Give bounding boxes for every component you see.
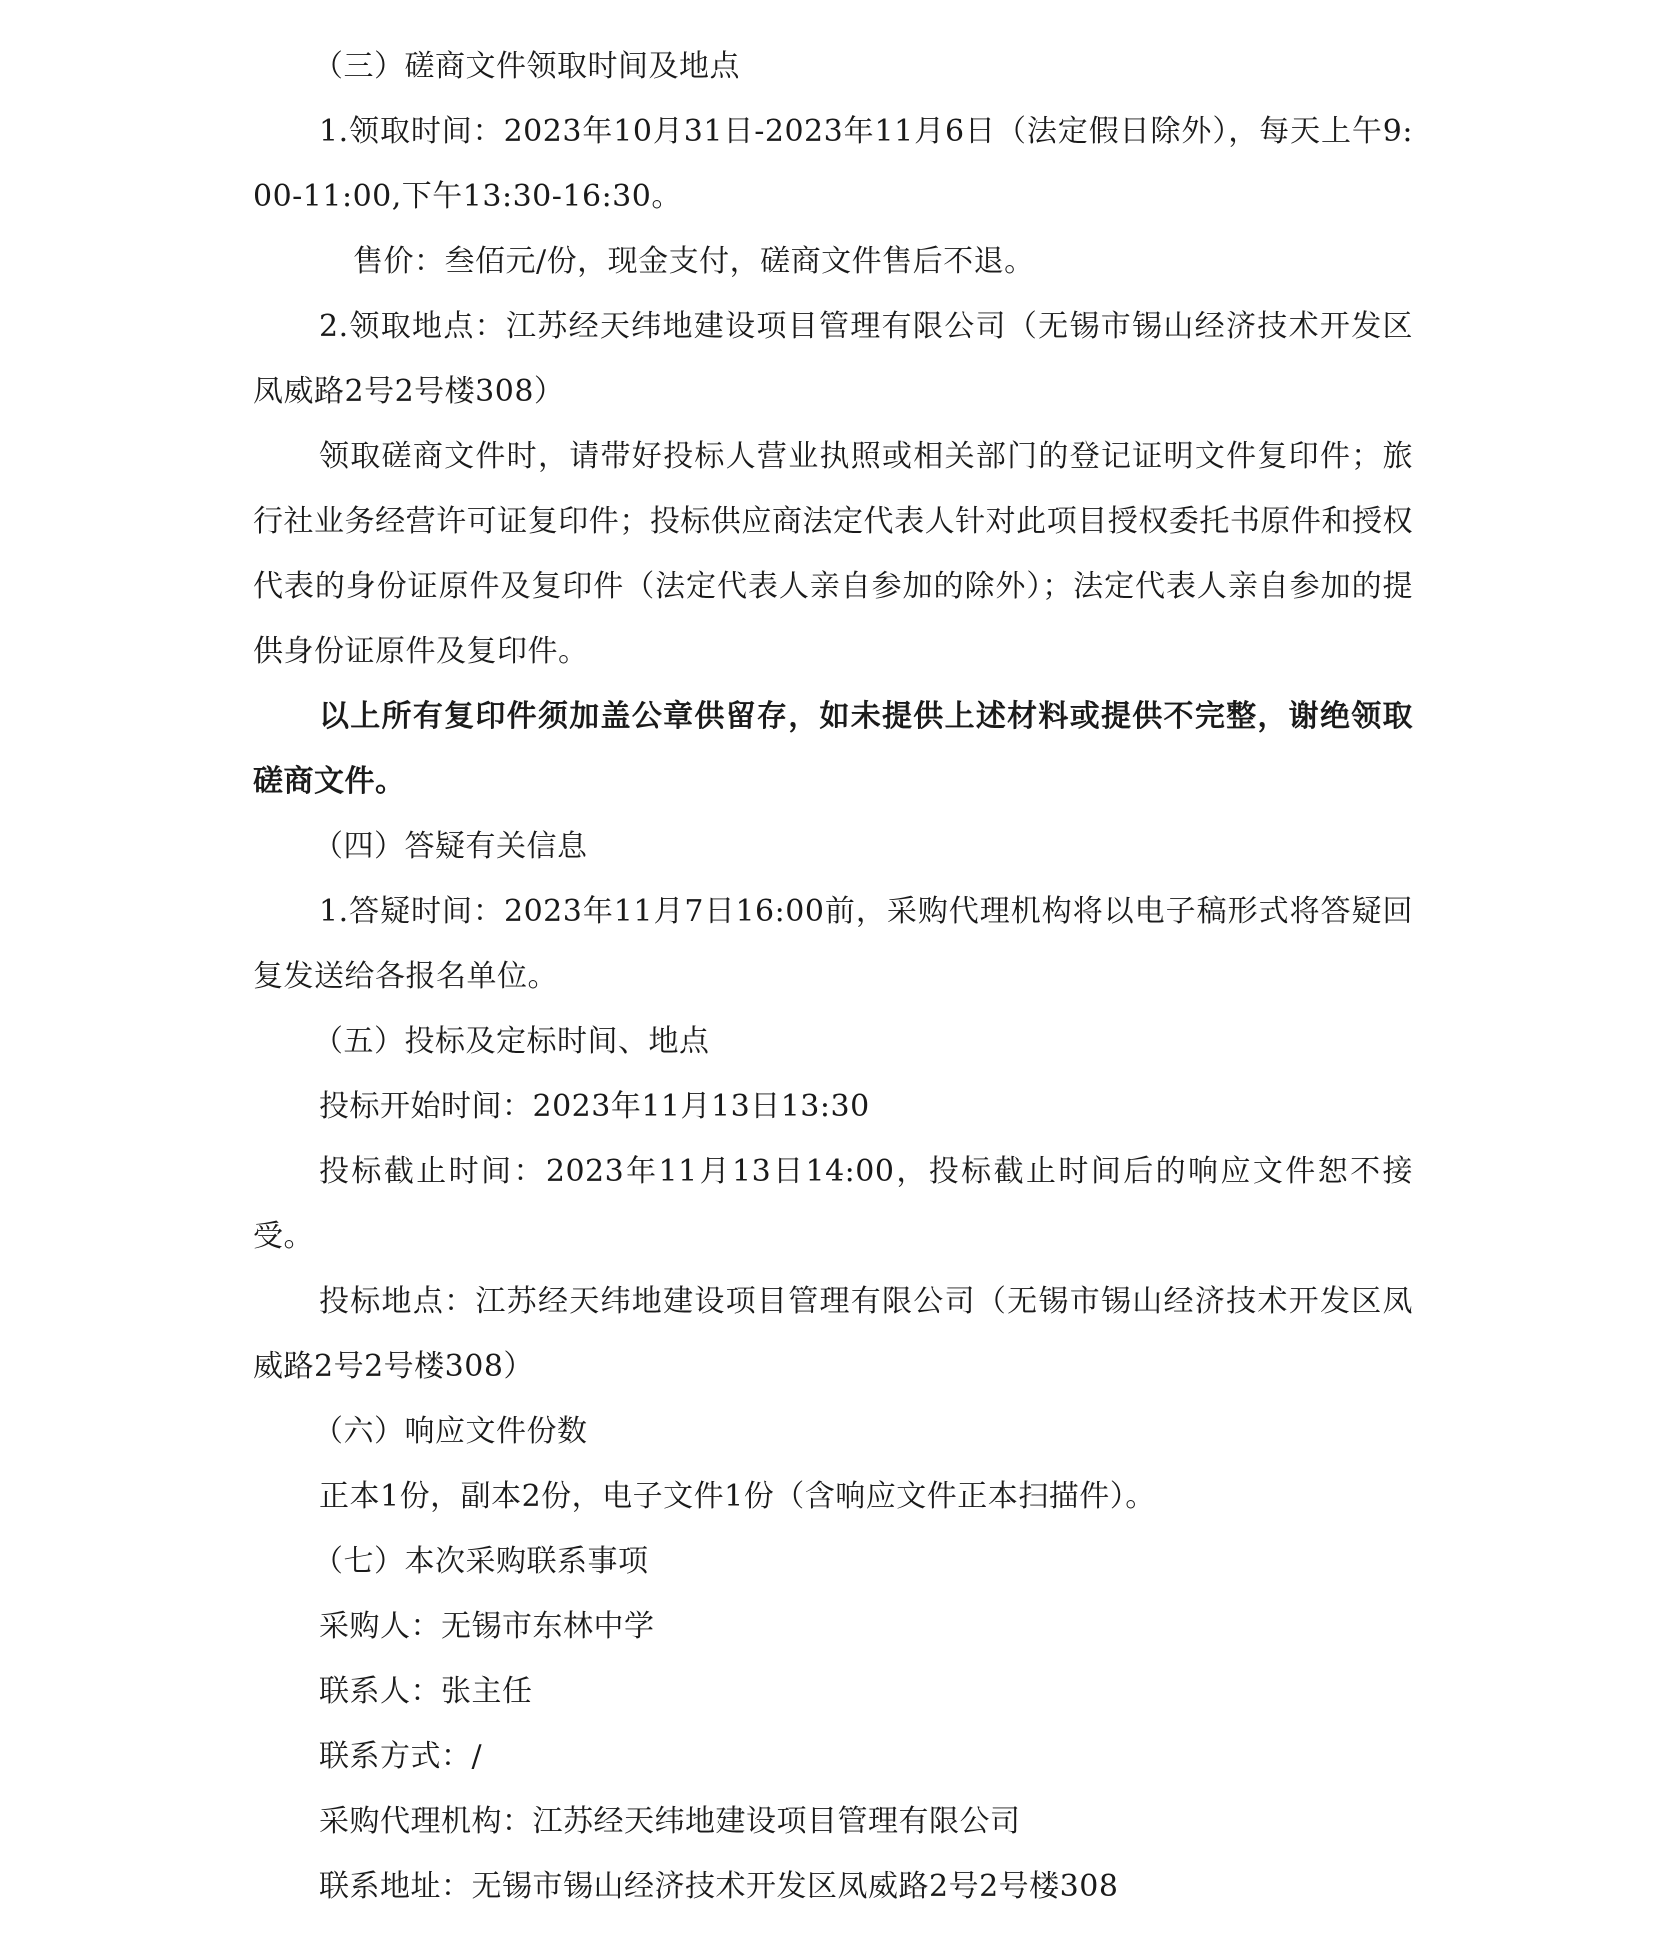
required-documents: 领取磋商文件时，请带好投标人营业执照或相关部门的登记证明文件复印件；旅行社业务经营许可证复印件；投标供应商法定代表人针对此项目授权委托书原件和授权代表的身份证原件及复印件（法定代表人亲自参加的除外）；法定代表人亲自参加的提供身份证原件及复印件。: [253, 439, 1413, 669]
bid-location: 投标地点：江苏经天纬地建设项目管理有限公司（无锡市锡山经济技术开发区凤威路2号2号楼308）: [253, 1284, 1413, 1384]
section-5-heading: （五）投标及定标时间、地点: [313, 1024, 710, 1059]
bid-start-time: 投标开始时间：2023年11月13日13:30: [319, 1089, 870, 1124]
section-6-heading: （六）响应文件份数: [313, 1414, 588, 1449]
pickup-time: 1.领取时间：2023年10月31日-2023年11月6日（法定假日除外），每天上午9:00-11:00,下午13:30-16:30。: [253, 114, 1413, 214]
document-page: [253, 34, 1413, 1919]
contact-person: 联系人：张主任: [319, 1674, 533, 1709]
contact-method: 联系方式：/: [319, 1739, 483, 1774]
bid-deadline: 投标截止时间：2023年11月13日14:00，投标截止时间后的响应文件恕不接受。: [253, 1154, 1413, 1254]
copies-count: 正本1份，副本2份，电子文件1份（含响应文件正本扫描件）。: [319, 1479, 1156, 1514]
contact-address: 联系地址：无锡市锡山经济技术开发区凤威路2号2号楼308: [319, 1869, 1119, 1904]
qa-time: 1.答疑时间：2023年11月7日16:00前，采购代理机构将以电子稿形式将答疑回复发送给各报名单位。: [253, 894, 1413, 994]
pickup-location: 2.领取地点：江苏经天纬地建设项目管理有限公司（无锡市锡山经济技术开发区凤威路2号2号楼308）: [253, 309, 1413, 409]
section-3-heading: （三）磋商文件领取时间及地点: [313, 49, 740, 84]
purchaser: 采购人：无锡市东林中学: [319, 1609, 655, 1644]
stamp-requirement: 以上所有复印件须加盖公章供留存，如未提供上述材料或提供不完整，谢绝领取磋商文件。: [253, 699, 1413, 799]
price-note: 售价：叁佰元/份，现金支付，磋商文件售后不退。: [353, 244, 1035, 279]
section-4-heading: （四）答疑有关信息: [313, 829, 588, 864]
agency: 采购代理机构：江苏经天纬地建设项目管理有限公司: [319, 1804, 1021, 1839]
section-7-heading: （七）本次采购联系事项: [313, 1544, 649, 1579]
